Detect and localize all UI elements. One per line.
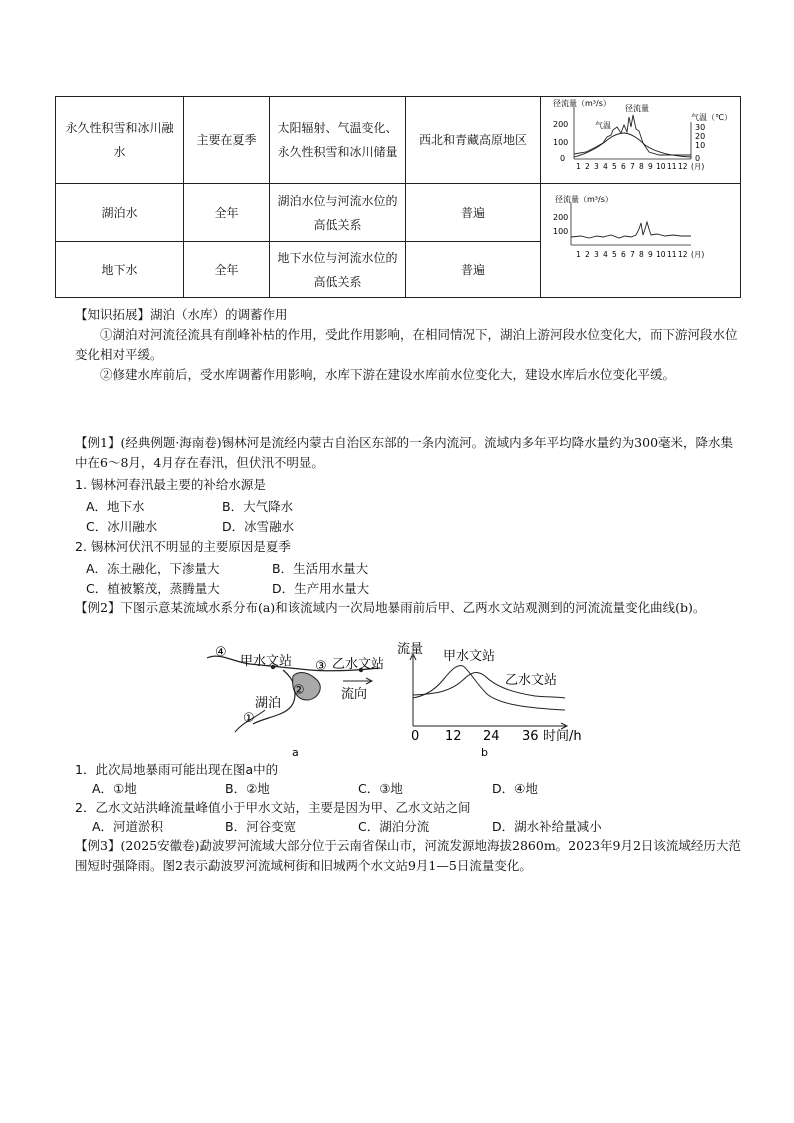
table-cell: 西北和青藏高原地区: [406, 97, 541, 184]
option: C．冰川融水: [86, 519, 158, 534]
knowledge-paragraph: ①湖泊对河流径流具有削峰补枯的作用，受此作用影响，在相同情况下，湖泊上游河段水位变化大，而下游河段水位变化相对平缓。: [75, 327, 738, 362]
table-cell: 全年: [184, 242, 270, 298]
knowledge-title: 【知识拓展】湖泊（水库）的调蓄作用: [75, 307, 288, 322]
x-tick: 7: [630, 249, 635, 259]
x-tick: 0: [411, 729, 420, 744]
y-tick: 100: [553, 138, 569, 147]
x-tick: 11: [667, 162, 677, 171]
option: A．①地: [92, 781, 137, 796]
runoff-curve: [571, 222, 691, 238]
station-b-label: 乙水文站: [332, 657, 385, 672]
x-tick: 1: [576, 162, 581, 171]
y2-tick: 10: [695, 141, 706, 150]
knowledge-paragraph: ②修建水库前后，受水库调蓄作用影响，水库下游在建设水库前水位变化大，建设水库后水位变化平缓。: [100, 367, 676, 382]
option: B．大气降水: [222, 499, 294, 514]
x-unit: (月): [691, 249, 705, 259]
figure-caption-b: b: [481, 746, 488, 759]
x-tick: 10: [656, 249, 666, 259]
chart-y2label: 气温（℃）: [691, 113, 732, 122]
table-cell: 湖泊水: [56, 184, 184, 242]
option: B．河谷变宽: [225, 819, 297, 834]
x-tick: 3: [594, 249, 599, 259]
x-tick: 2: [585, 162, 590, 171]
marker-2: ②: [293, 683, 305, 698]
table-cell: 永久性积雪和冰川融水: [56, 97, 184, 184]
runoff-supply-table: [55, 96, 741, 298]
y-tick: 0: [560, 154, 566, 163]
option: B．生活用水量大: [272, 561, 369, 576]
table-cell: 全年: [184, 184, 270, 242]
table-cell: 湖泊水位与河流水位的高低关系: [270, 184, 406, 242]
table-cell: 太阳辐射、气温变化、永久性积雪和冰川储量: [270, 97, 406, 184]
figure-caption-a: a: [292, 746, 299, 759]
x-tick: 5: [612, 162, 617, 171]
option: D．④地: [492, 781, 538, 796]
y2-tick: 20: [695, 132, 706, 141]
option: D．湖水补给量减小: [492, 819, 602, 834]
x-tick: 8: [639, 249, 644, 259]
temp-label: 气温: [595, 121, 611, 130]
option: D．冰雪融水: [222, 519, 295, 534]
chart-ylabel: 径流量（m³/s）: [555, 194, 613, 204]
option: A．地下水: [86, 499, 145, 514]
table-cell: 普遍: [406, 184, 541, 242]
series-label-station-a: 甲水文站: [443, 649, 496, 664]
chart-ylabel: 流量: [397, 642, 424, 657]
x-tick: 12: [678, 162, 688, 171]
y-tick: 200: [553, 212, 569, 222]
table-cell: 地下水位与河流水位的高低关系: [270, 242, 406, 298]
glacier-chart-cell: [541, 97, 741, 184]
temp-curve: [574, 133, 691, 157]
lake-chart-cell: [541, 184, 741, 298]
example1-question: 2. 锡林河伏汛不明显的主要原因是夏季: [75, 539, 291, 554]
x-tick: 1: [576, 249, 581, 259]
example1-question: 1. 锡林河春汛最主要的补给水源是: [75, 477, 266, 492]
x-tick: 6: [621, 162, 626, 171]
x-tick: 36: [522, 729, 539, 744]
option: C．植被繁茂，蒸腾量大: [86, 581, 220, 596]
example2-question: 1．此次局地暴雨可能出现在图a中的: [75, 762, 279, 777]
example2-question: 2．乙水文站洪峰流量峰值小于甲水文站，主要是因为甲、乙水文站之间: [75, 800, 471, 815]
x-tick: 12: [445, 729, 462, 744]
x-tick: 6: [621, 249, 626, 259]
x-tick: 9: [648, 249, 653, 259]
y-tick: 100: [553, 226, 569, 236]
lake-label: 湖泊: [255, 696, 282, 711]
x-ticks: [576, 250, 704, 259]
runoff-label: 径流量: [625, 104, 649, 113]
option: A．冻土融化，下渗量大: [86, 561, 220, 576]
x-tick: 12: [678, 249, 688, 259]
glacier-runoff-chart: [541, 97, 741, 175]
lake-runoff-chart: [541, 189, 741, 285]
table-row: [56, 97, 741, 184]
x-tick: 3: [594, 162, 599, 171]
x-ticks: [576, 162, 704, 171]
example3-stem: 【例3】(2025安徽卷)勐波罗河流域大部分位于云南省保山市，河流发源地海拔2860m。2023年9月2日该流域经历大范围短时强降雨。图2表示勐波罗河流域柯街和旧城两个水文站9月1—5日流量变化。: [75, 838, 741, 873]
x-tick: 4: [603, 162, 608, 171]
flow-label: 流向: [341, 687, 368, 702]
marker-4: ④: [215, 645, 227, 660]
table-row: [56, 184, 741, 242]
x-tick: 8: [639, 162, 644, 171]
x-label: 时间/h: [543, 729, 582, 744]
x-tick: 4: [603, 249, 608, 259]
x-tick: 5: [612, 249, 617, 259]
x-tick: 7: [630, 162, 635, 171]
chart-ylabel: 径流量（m³/s）: [553, 99, 611, 108]
option: B．②地: [225, 781, 270, 796]
x-unit: (月): [691, 162, 705, 171]
series-label-station-b: 乙水文站: [505, 673, 558, 688]
table-cell: 地下水: [56, 242, 184, 298]
option: C．③地: [358, 781, 403, 796]
example2-figures: [195, 640, 600, 760]
x-tick: 11: [667, 249, 677, 259]
y2-tick: 0: [695, 154, 701, 163]
marker-3: ③: [315, 659, 327, 674]
example2-stem: 【例2】下图示意某流域水系分布(a)和该流域内一次局地暴雨前后甲、乙两水文站观测到的河流流量变化曲线(b)。: [75, 600, 706, 615]
table-cell: 普遍: [406, 242, 541, 298]
x-tick: 2: [585, 249, 590, 259]
table-cell: 主要在夏季: [184, 97, 270, 184]
station-a-label: 甲水文站: [240, 654, 293, 669]
runoff-curve: [574, 115, 691, 155]
option: A．河道淤积: [92, 819, 164, 834]
x-tick: 24: [483, 729, 500, 744]
option: C．湖泊分流: [358, 819, 430, 834]
option: D．生产用水量大: [272, 581, 370, 596]
y2-tick: 30: [695, 123, 706, 132]
y-tick: 200: [553, 120, 569, 129]
x-tick: 10: [656, 162, 666, 171]
example1-stem: 【例1】(经典例题·海南卷)锡林河是流经内蒙古自治区东部的一条内流河。流域内多年平均降水量约为300毫米，降水集中在6～8月，4月存在春汛，但伏汛不明显。: [75, 435, 734, 470]
marker-1: ①: [243, 711, 255, 726]
x-tick: 9: [648, 162, 653, 171]
